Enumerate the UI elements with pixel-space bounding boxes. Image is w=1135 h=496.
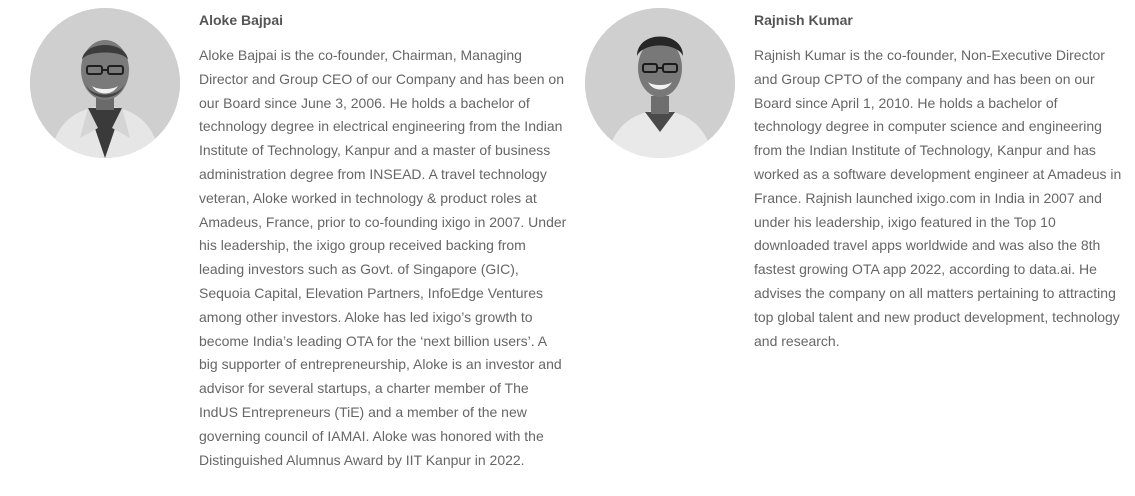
person-photo-icon (30, 8, 180, 158)
profile-info (199, 10, 571, 472)
profile-name: Aloke Bajpai (199, 12, 284, 28)
profile-info (754, 10, 1126, 353)
person-photo-icon (585, 8, 735, 158)
avatar (585, 8, 735, 158)
avatar (30, 8, 180, 158)
profile-bio: Aloke Bajpai is the co-founder, Chairman, Managing Director and Group CEO of our Company and has been on our Board since June 3, 2006. He holds a bachelor of technology degree in electrical engineering from the Indian Institute of Technology, Kanpur and a master of business administration degree from INSEAD. A travel technology veteran, Aloke worked in technology & product roles at Amadeus, France, prior to co-founding ixigo in 2007. Under his leadership, the ixigo group received backing from leading investors such as Govt. of Singapore (GIC), Sequoia Capital, Elevation Partners, InfoEdge Ventures among other investors. Aloke has led ixigo’s growth to become India’s leading OTA for the ‘next billion users’. A big supporter of entrepreneurship, Aloke is an investor and advisor for several startups, a charter member of The IndUS Entrepreneurs (TiE) and a member of the new governing council of IAMAI. Aloke was honored with the Distinguished Alumnus Award by IIT Kanpur in 2022. (199, 47, 567, 468)
profile-name: Rajnish Kumar (754, 12, 853, 28)
profile-bio: Rajnish Kumar is the co-founder, Non-Executive Director and Group CPTO of the company and has been on our Board since April 1, 2010. He holds a bachelor of technology degree in computer science and engineering from the Indian Institute of Technology, Kanpur and has worked as a software development engineer at Amadeus in France. Rajnish launched ixigo.com in India in 2007 and under his leadership, ixigo featured in the Top 10 downloaded travel apps worldwide and was also the 8th fastest growing OTA app 2022, according to data.ai. He advises the company on all matters pertaining to attracting top global talent and new product development, technology and research. (754, 47, 1122, 349)
